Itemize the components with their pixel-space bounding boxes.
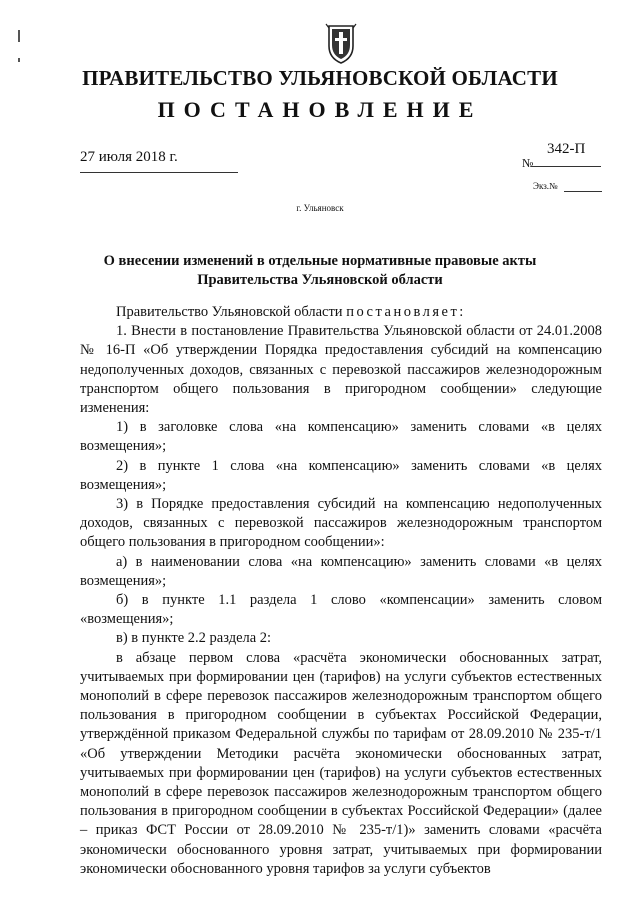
body-paragraph: 1. Внести в постановление Правительства Ульяновской области от 24.01.2008 № 16-П «Об утверждении Порядка предоставления субсидий на компенсацию недополученных доходов, связанных с перевозкой пассажиров железнодорожным транспортом общего пользования в пригородном сообщении» следующие изменения: [80, 323, 602, 417]
number-underline [531, 166, 601, 167]
document-heading [100, 252, 540, 290]
document-date: 27 июля 2018 г. [80, 149, 178, 165]
body-paragraph: 2) в пункте 1 слова «на компенсацию» заменить словами «в целях возмещения»; [80, 457, 602, 493]
city: г. Ульяновск [296, 203, 344, 213]
intro-lead: Правительство Ульяновской области [116, 304, 343, 320]
document-type: ПОСТАНОВЛЕНИЕ [157, 97, 483, 122]
copy-number-label: Экз.№ [533, 181, 558, 191]
body-paragraph: б) в пункте 1.1 раздела 1 слово «компенсации» заменить словом «возмещения»; [80, 592, 602, 628]
number-label: № [522, 156, 534, 170]
body-paragraph: в) в пункте 2.2 раздела 2: [116, 630, 272, 647]
heading-line-1: О внесении изменений в отдельные нормативные правовые акты [103, 253, 537, 269]
intro-decree-word: постановляет: [346, 304, 466, 320]
date-underline [80, 172, 238, 173]
copy-number-underline [564, 191, 602, 192]
scan-edge-mark [18, 58, 20, 62]
body-paragraph: 3) в Порядке предоставления субсидий на компенсацию недополученных доходов, связанных с перевозкой пассажиров железнодорожным транспортом общего пользования в пригородном сообщении»: [80, 496, 602, 551]
document-body [80, 303, 602, 879]
intro-paragraph [80, 303, 602, 322]
heading-line-2: Правительства Ульяновской области [197, 272, 443, 288]
coat-of-arms-icon [324, 22, 358, 66]
body-paragraph: 1) в заголовке слова «на компенсацию» заменить словами «в целях возмещения»; [80, 419, 602, 455]
body-paragraph: а) в наименовании слова «на компенсацию» заменить словами «в целях возмещения»; [80, 553, 602, 589]
government-title: ПРАВИТЕЛЬСТВО УЛЬЯНОВСКОЙ ОБЛАСТИ [82, 66, 558, 90]
document-number: 342-П [547, 141, 586, 157]
body-paragraph: в абзаце первом слова «расчёта экономически обоснованных затрат, учитываемых при формировании цен (тарифов) на услуги субъектов естественных монополий в сфере перевозок пассажиров железнодорожным транспортом общего пользования в пригородном сообщении в субъектах Российской Федерации, утверждённой приказом Федеральной службы по тарифам от 28.09.2010 № 235-т/1 «Об утверждении Методики расчёта экономически обоснованных затрат, учитываемых при формировании цен (тарифов) на услуги субъектов естественных монополий в сфере перевозок пассажиров железнодорожным транспортом общего пользования в пригородном сообщении в субъектах Российской Федерации» (далее – приказ ФСТ России от 28.09.2010 № 235-т/1)» заменить словами «расчёта экономически обоснованного уровня затрат, учитываемых при формировании экономически обоснованного уровня тарифов за услуги субъектов [80, 649, 602, 877]
scan-edge-mark [18, 30, 20, 42]
